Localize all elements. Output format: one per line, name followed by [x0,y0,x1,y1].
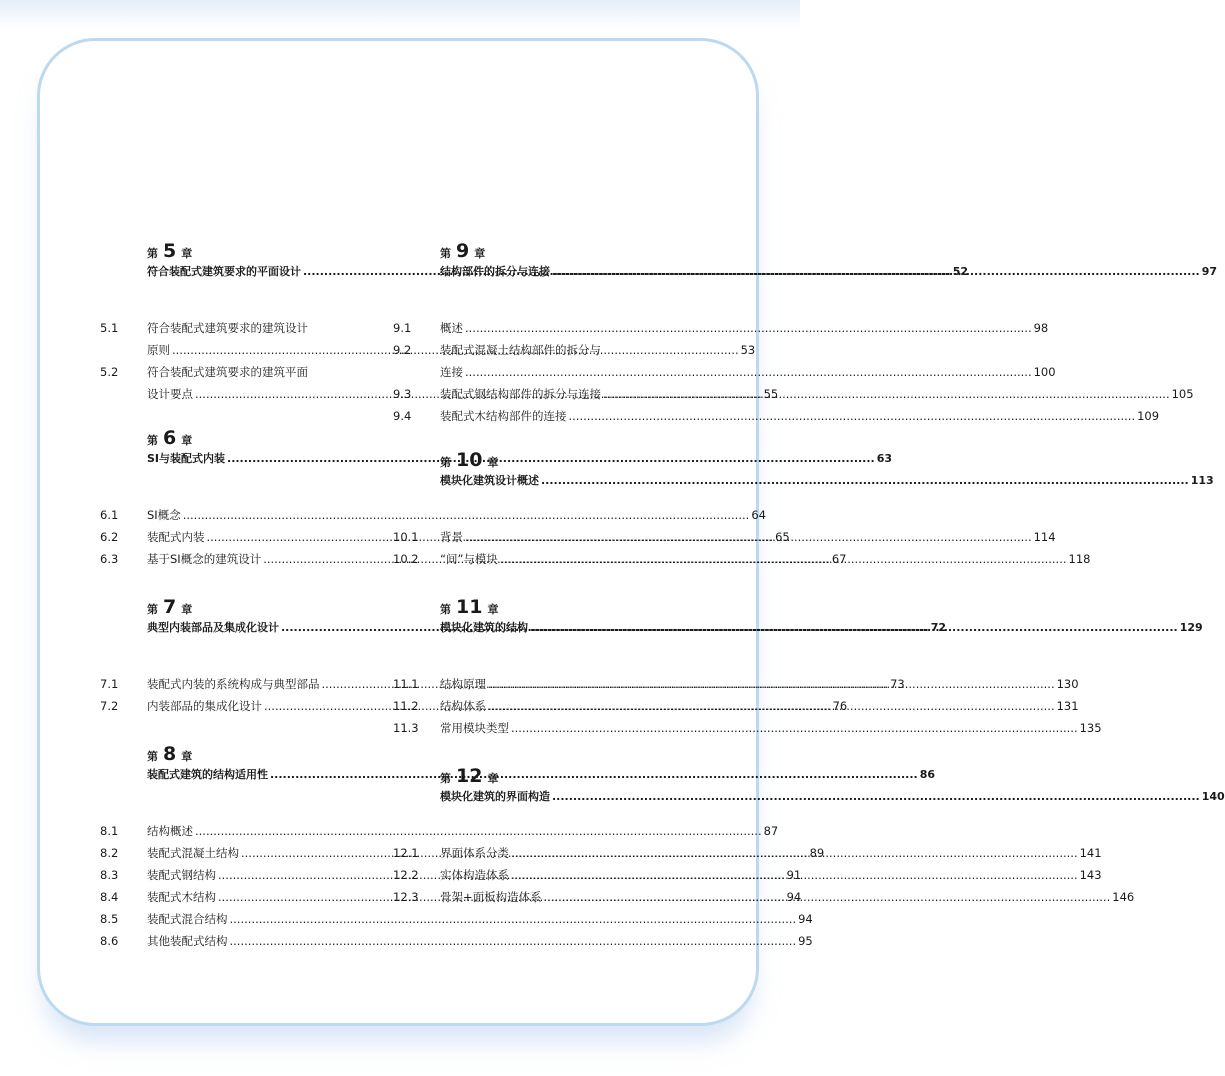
section-page: 109 [1137,409,1160,423]
chapter-number: 5 [163,240,177,262]
section-number: 6.3 [100,552,119,566]
section-page: 76 [832,699,848,713]
chapter-page: 113 [1190,474,1214,487]
section-title: 装配式内装的系统构成与典型部品 [147,677,320,691]
section-title: 装配式钢结构 [147,868,216,882]
section-body [440,383,1194,405]
section-page: 53 [740,343,756,357]
section-number: 12.1 [393,846,419,860]
section-title: 装配式混合结构 [147,912,228,926]
chapter-title: SI与装配式内装 [147,452,226,465]
toc-entry[interactable] [100,908,813,930]
section-body [440,673,1079,695]
chapter-word: 第 [147,603,158,616]
chapter-suffix: 章 [181,603,193,616]
section-title-line [440,339,1056,361]
section-page: 100 [1033,365,1056,379]
chapter-number: 10 [456,449,483,471]
section-title-cont: 连接 [440,365,463,379]
leader-dots [488,673,1055,695]
chapter-word: 第 [440,603,451,616]
section-page: 89 [809,846,825,860]
section-number: 11.2 [393,699,419,713]
section-title: 结构概述 [147,824,193,838]
section-number: 9.4 [393,409,412,423]
section-title: 实体构造体系 [440,868,509,882]
section-number: 5.1 [100,321,119,335]
section-page: 114 [1033,530,1056,544]
chapter-number: 9 [456,240,470,262]
section-number: 8.4 [100,890,119,904]
chapter-number: 8 [163,743,177,765]
chapter-title: 装配式建筑的结构适用性 [147,768,268,781]
chapter-title: 模块化建筑设计概述 [440,474,539,487]
leader-dots [511,717,1078,739]
section-page: 91 [786,868,802,882]
chapter-heading [440,240,663,262]
section-page: 94 [786,890,802,904]
section-title-line [440,673,1079,695]
section-title: 其他装配式结构 [147,934,228,948]
section-page: 135 [1079,721,1102,735]
section-page: 146 [1112,890,1135,904]
section-number: 9.1 [393,321,412,335]
section-body [440,886,1134,908]
section-title: 界面体系分类 [440,846,509,860]
section-title-line [440,717,1102,739]
section-number: 12.3 [393,890,419,904]
section-title: 骨架+面板构造体系 [440,890,542,904]
section-title-cont: 设计要点 [147,387,193,401]
section-body [440,842,1102,864]
chapter-page: 63 [876,452,893,465]
chapter-number: 7 [163,596,177,618]
chapter-heading [147,240,370,262]
toc-entry[interactable] [100,930,813,952]
leader-dots [230,908,797,930]
chapter-word: 第 [440,456,451,469]
chapter-heading [440,765,663,787]
section-title: 符合装配式建筑要求的建筑平面 [147,365,308,379]
leader-dots [603,383,1170,405]
leader-dots [544,886,1111,908]
chapter-word: 第 [440,772,451,785]
section-page: 141 [1079,846,1102,860]
section-page: 118 [1068,552,1091,566]
leader-dots [500,548,1067,570]
section-title-line [440,886,1134,908]
section-title-line [440,405,1159,427]
chapter-title: 模块化建筑的界面构造 [440,790,550,803]
top-glow [0,0,800,30]
chapter-word: 第 [147,247,158,260]
chapter-heading [440,596,663,618]
section-number: 8.5 [100,912,119,926]
section-page: 67 [831,552,847,566]
chapter-suffix: 章 [487,603,499,616]
section-body [147,908,813,930]
section-body [147,930,813,952]
section-body [440,317,1048,339]
section-title: 装配式混凝土结构部件的拆分与 [440,343,601,357]
section-body [440,695,1079,717]
section-number: 7.2 [100,699,119,713]
section-number: 6.1 [100,508,119,522]
section-number: 8.3 [100,868,119,882]
leader-dots [530,621,1178,634]
section-page: 73 [890,677,905,691]
leader-dots [465,361,1032,383]
chapter-suffix: 章 [181,247,193,260]
chapter-title: 模块化建筑的结构 [440,621,528,634]
leader-dots [552,790,1200,803]
chapter-page: 86 [919,768,936,781]
section-title: 装配式木结构 [147,890,216,904]
section-page: 131 [1056,699,1079,713]
chapter-word: 第 [147,750,158,763]
leader-dots [511,864,1078,886]
section-title: 装配式混凝土结构 [147,846,239,860]
section-number: 9.3 [393,387,412,401]
chapter-title-link[interactable] [440,472,1214,490]
chapter-suffix: 章 [474,247,486,260]
section-title-cont: 原则 [147,343,170,357]
chapter-page: 52 [952,265,969,278]
section-title-line [440,695,1079,717]
section-body [440,717,1102,739]
chapter-suffix: 章 [181,434,193,447]
chapter-number: 12 [456,765,483,787]
chapter-word: 第 [147,434,158,447]
section-title: 装配式钢结构部件的拆分与连接 [440,387,601,401]
chapter-title-link[interactable] [440,788,1225,806]
chapter-page: 140 [1201,790,1225,803]
section-title-line [147,908,813,930]
chapter-number: 6 [163,427,177,449]
leader-dots [569,405,1136,427]
toc-entry[interactable] [393,717,1102,739]
toc-entry[interactable] [100,820,779,842]
chapter-page: 72 [930,621,947,634]
section-title: 内装部品的集成化设计 [147,699,262,713]
section-number: 9.2 [393,343,412,357]
section-title-line [440,864,1102,886]
leader-dots [541,474,1189,487]
chapter-heading [440,449,663,471]
section-page: 55 [763,387,779,401]
section-page: 130 [1056,677,1079,691]
section-number: 8.1 [100,824,119,838]
chapter-heading [147,596,370,618]
section-page: 143 [1079,868,1102,882]
toc-entry[interactable] [100,504,766,526]
section-title: 装配式内装 [147,530,205,544]
leader-dots [488,695,1055,717]
section-title-line [440,317,1048,339]
leader-dots [465,317,1032,339]
section-body [440,548,1090,570]
section-page: 64 [751,508,766,522]
toc-entry[interactable] [393,317,1049,339]
leader-dots [552,265,1200,278]
leader-dots [230,930,797,952]
section-number: 6.2 [100,530,119,544]
section-title: 背景 [440,530,463,544]
chapter-suffix: 章 [487,456,499,469]
section-number: 8.2 [100,846,119,860]
section-body [440,864,1102,886]
section-number: 10.1 [393,530,419,544]
chapter-heading [147,427,370,449]
section-number: 7.1 [100,677,119,691]
section-title: 结构原理 [440,677,486,691]
section-number: 8.6 [100,934,119,948]
section-title: 结构体系 [440,699,486,713]
section-title-line [147,930,813,952]
chapter-suffix: 章 [487,772,499,785]
section-title-line [440,361,1056,383]
section-title-line [440,526,1056,548]
section-title: 基于SI概念的建筑设计 [147,552,262,566]
section-number: 10.2 [393,552,419,566]
section-page: 95 [798,934,813,948]
section-title: 符合装配式建筑要求的建筑设计 [147,321,308,335]
chapter-title: 符合装配式建筑要求的平面设计 [147,265,301,278]
chapter-page: 97 [1201,265,1218,278]
section-page: 87 [763,824,779,838]
chapter-suffix: 章 [181,750,193,763]
chapter-title: 典型内装部品及集成化设计 [147,621,279,634]
section-number: 5.2 [100,365,119,379]
section-number: 11.1 [393,677,419,691]
chapter-title: 结构部件的拆分与连接 [440,265,550,278]
section-title: 常用模块类型 [440,721,509,735]
section-number: 12.2 [393,868,419,882]
section-page: 65 [775,530,790,544]
section-title: 概述 [440,321,463,335]
section-page: 94 [798,912,813,926]
leader-dots [465,526,1032,548]
section-title: “间”与模块 [440,552,498,566]
chapter-page: 129 [1179,621,1203,634]
section-number: 11.3 [393,721,419,735]
leader-dots [511,842,1078,864]
section-title: SI概念 [147,508,181,522]
section-page: 105 [1171,387,1194,401]
section-body [440,526,1056,548]
section-title-line [440,383,1194,405]
section-body [440,339,1056,383]
chapter-heading [147,743,370,765]
section-title: 装配式木结构部件的连接 [440,409,567,423]
section-title-line [440,842,1102,864]
toc-entry[interactable] [393,405,1160,427]
chapter-number: 11 [456,596,483,618]
section-page: 98 [1033,321,1049,335]
chapter-word: 第 [440,247,451,260]
section-title-line [440,548,1090,570]
section-body [440,405,1159,427]
